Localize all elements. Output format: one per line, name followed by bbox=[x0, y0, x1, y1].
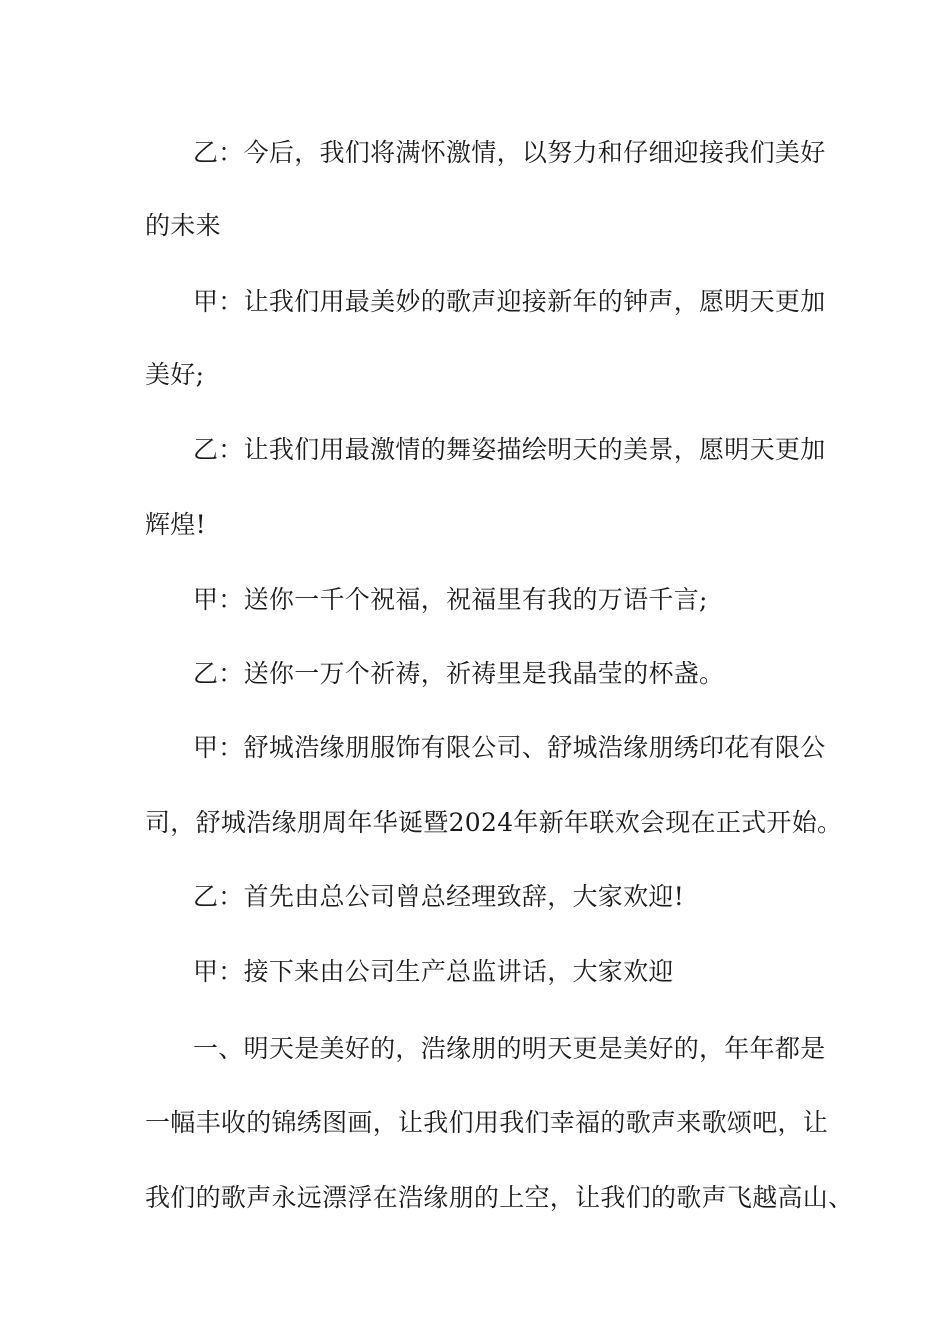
paragraph-line: 乙：今后，我们将满怀激情，以努力和仔细迎接我们美好 bbox=[193, 138, 826, 167]
paragraph-line: 甲：送你一千个祝福，祝福里有我的万语千言; bbox=[193, 585, 708, 614]
paragraph-line: 乙：送你一万个祈祷，祈祷里是我晶莹的杯盏。 bbox=[193, 659, 725, 688]
paragraph-line: 乙：让我们用最激情的舞姿描绘明天的美景，愿明天更加 bbox=[193, 435, 826, 464]
paragraph-line: 司，舒城浩缘朋周年华诞暨2024年新年联欢会现在正式开始。 bbox=[145, 808, 843, 837]
paragraph-line: 我们的歌声永远漂浮在浩缘朋的上空，让我们的歌声飞越高山、 bbox=[145, 1183, 854, 1212]
paragraph-line: 一幅丰收的锦绣图画，让我们用我们幸福的歌声来歌颂吧，让 bbox=[145, 1108, 829, 1137]
paragraph-line: 甲：舒城浩缘朋服饰有限公司、舒城浩缘朋绣印花有限公 bbox=[193, 733, 826, 762]
paragraph-line: 乙：首先由总公司曾总经理致辞，大家欢迎! bbox=[193, 882, 685, 911]
paragraph-line: 辉煌! bbox=[145, 510, 206, 539]
paragraph-line: 的未来 bbox=[145, 211, 221, 240]
paragraph-line: 美好; bbox=[145, 360, 205, 389]
paragraph-line: 一、明天是美好的，浩缘朋的明天更是美好的，年年都是 bbox=[193, 1034, 826, 1063]
paragraph-line: 甲：接下来由公司生产总监讲话，大家欢迎 bbox=[193, 957, 674, 986]
paragraph-line: 甲：让我们用最美妙的歌声迎接新年的钟声，愿明天更加 bbox=[193, 287, 826, 316]
